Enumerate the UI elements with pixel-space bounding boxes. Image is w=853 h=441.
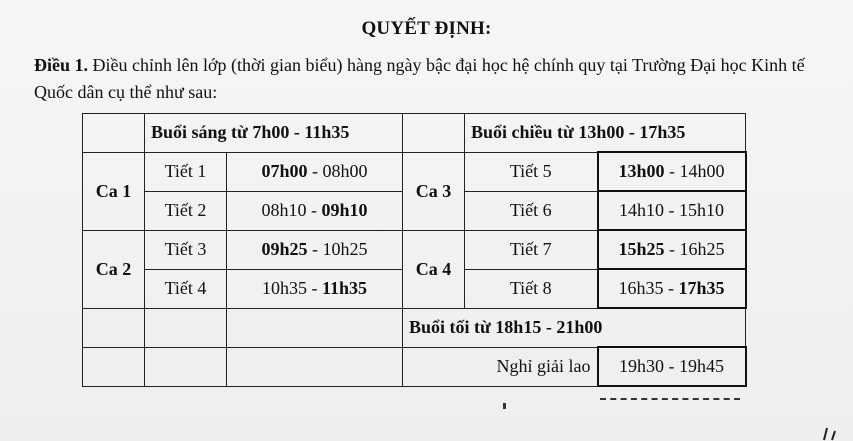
empty-cell: [227, 347, 403, 386]
period-start-time: 09h25: [261, 239, 308, 259]
period-start-time: 07h00: [261, 161, 308, 181]
period-start-time: 10h35: [261, 278, 307, 298]
period-label: Tiết 3: [145, 230, 227, 269]
period-start-time: 13h00: [618, 161, 665, 181]
empty-cell: [145, 347, 227, 386]
period-time: [227, 230, 403, 269]
period-time: [598, 269, 746, 308]
period-start-time: 14h10: [619, 200, 664, 220]
period-time: [227, 152, 403, 191]
evening-header: Buổi tối từ 18h15 - 21h00: [403, 308, 746, 347]
period-end-time: 11h35: [321, 278, 368, 298]
table-row: [83, 347, 746, 386]
period-start-time: 15h25: [618, 239, 665, 259]
period-time-separator: -: [306, 200, 322, 220]
table-row: [83, 230, 746, 269]
period-label: Tiết 8: [465, 269, 598, 308]
shift-label: Ca 3: [403, 152, 465, 230]
break-label: Nghỉ giải lao: [403, 347, 598, 386]
period-time-separator: -: [307, 239, 323, 259]
period-start-time: 16h35: [618, 278, 664, 298]
empty-cell: [83, 114, 145, 153]
shift-label: Ca 2: [83, 230, 145, 308]
period-time-separator: -: [664, 239, 680, 259]
article-label: Điều 1.: [34, 55, 88, 75]
shift-label: Ca 1: [83, 152, 145, 230]
timetable: [82, 113, 747, 387]
break-time: 19h30 - 19h45: [598, 347, 746, 386]
article-paragraph: [34, 52, 814, 106]
table-row: [83, 114, 746, 153]
empty-cell: [227, 308, 403, 347]
article-text: Điều chỉnh lên lớp (thời gian biểu) hàng ngày bậc đại học hệ chính quy tại Trường Đại học Kinh tế Quốc dân cụ thể như sau:: [34, 55, 805, 102]
ink-mark: [600, 398, 740, 402]
period-end-time: 16h25: [679, 239, 725, 259]
period-end-time: 09h10: [321, 200, 368, 220]
period-end-time: 17h35: [678, 278, 725, 298]
empty-cell: [83, 347, 145, 386]
period-time-separator: -: [664, 161, 680, 181]
pen-stroke-mark: [818, 426, 836, 441]
period-time: [598, 152, 746, 191]
period-time: [598, 191, 746, 230]
period-time-separator: -: [663, 278, 679, 298]
empty-cell: [403, 114, 465, 153]
empty-cell: [83, 308, 145, 347]
table-row: [83, 152, 746, 191]
period-time: [598, 230, 746, 269]
period-end-time: 10h25: [322, 239, 368, 259]
period-time-separator: -: [307, 161, 323, 181]
afternoon-header: Buổi chiều từ 13h00 - 17h35: [465, 114, 746, 153]
period-label: Tiết 6: [465, 191, 598, 230]
period-label: Tiết 1: [145, 152, 227, 191]
decision-heading: QUYẾT ĐỊNH:: [361, 18, 492, 39]
period-end-time: 15h10: [679, 200, 724, 220]
period-time-separator: -: [306, 278, 322, 298]
ink-mark: [503, 403, 506, 409]
table-row: [83, 308, 746, 347]
period-end-time: 08h00: [322, 161, 368, 181]
period-label: Tiết 5: [465, 152, 598, 191]
period-start-time: 08h10: [261, 200, 307, 220]
period-label: Tiết 7: [465, 230, 598, 269]
period-time-separator: -: [664, 200, 679, 220]
period-time: [227, 269, 403, 308]
shift-label: Ca 4: [403, 230, 465, 308]
period-label: Tiết 4: [145, 269, 227, 308]
morning-header: Buổi sáng từ 7h00 - 11h35: [145, 114, 403, 153]
empty-cell: [145, 308, 227, 347]
period-end-time: 14h00: [679, 161, 725, 181]
period-label: Tiết 2: [145, 191, 227, 230]
period-time: [227, 191, 403, 230]
